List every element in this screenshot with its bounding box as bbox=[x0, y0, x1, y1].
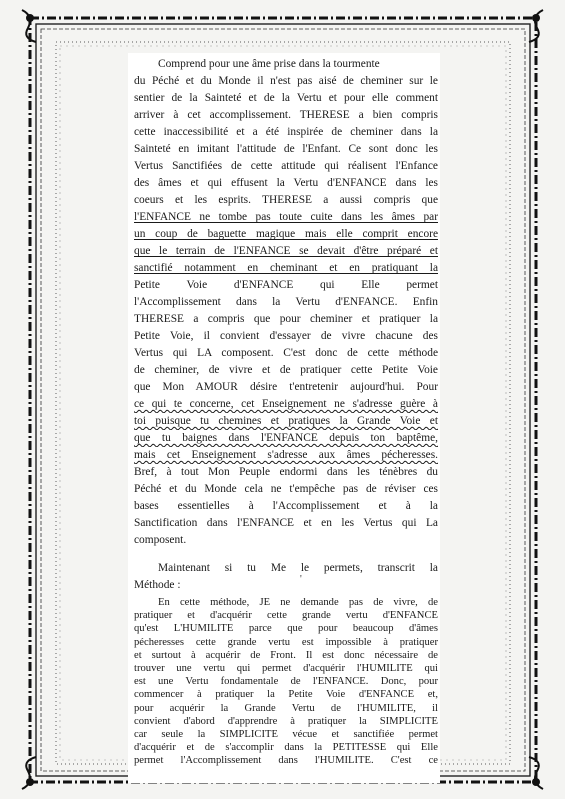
text-line: pour acquérir la Grande Vertu de l'HUMILITE, il bbox=[134, 702, 438, 714]
text-line: pécheresses cette grande vertu est impossible à pratiquer bbox=[134, 636, 438, 648]
text-line: permet l'Accomplissement dans l'HUMILITE. C'est ce bbox=[134, 755, 438, 767]
text-line: Maintenant si tu Me le permets, transcrit la bbox=[158, 562, 438, 574]
text-line: Méthode : bbox=[134, 579, 181, 591]
text-line: d'acquérir et de s'accomplir dans la PETITESSE qui Elle bbox=[134, 742, 438, 754]
text-line: Petite Voie d'ENFANCE qui Elle permet bbox=[134, 279, 438, 291]
text-line: En cette méthode, JE ne demande pas de vivre, de bbox=[158, 597, 438, 608]
underlined-text-line: que le terrain de l'ENFANCE se devait d'être préparé et bbox=[134, 245, 438, 257]
text-line: Vertus qui LA composent. C'est donc de cette méthode bbox=[134, 347, 438, 359]
text-line: Bref, à tout Mon Peuple endormi dans les ténèbres du bbox=[134, 466, 438, 478]
text-line: Péché et du Monde cela ne t'empêche pas de réviser ces bbox=[134, 483, 438, 495]
text-line: coeurs et les esprits. THERESE a aussi compris que bbox=[134, 194, 438, 206]
text-line: que Mon AMOUR désire t'entretenir aujourd'hui. Pour bbox=[134, 381, 438, 393]
text-line: convient d'abord d'apprendre à pratiquer la SIMPLICITE bbox=[134, 715, 438, 727]
text-line: Comprend pour une âme prise dans la tourmente bbox=[158, 58, 380, 70]
underlined-text-line: toi puisque tu chemines et pratiques la Grande Voie et bbox=[134, 415, 438, 427]
text-line: du Péché et du Monde il n'est pas aisé de cheminer sur le bbox=[134, 75, 438, 87]
underlined-text-line: l'ENFANCE ne tombe pas toute cuite dans les âmes par bbox=[134, 211, 438, 223]
text-line: trouver une vertu qui permet d'acquérir l'HUMILITE qui bbox=[134, 663, 438, 674]
underlined-text-line: un coup de baguette magique mais elle comprit encore bbox=[134, 228, 438, 240]
pen-mark: ' bbox=[300, 574, 302, 585]
text-line: sentier de la Sainteté et de la Vertu et pour elle comment bbox=[134, 92, 438, 104]
text-line: l'Accomplissement dans la Vertu d'ENFANCE. Enfin bbox=[134, 296, 438, 308]
text-line: pratiquer et d'acquérir cette grande vertu d'ENFANCE bbox=[134, 610, 438, 622]
text-line: Petite Voie, il convient d'essayer de vivre chacune des bbox=[134, 330, 438, 342]
text-line: THERESE a compris que pour cheminer et pratiquer la bbox=[134, 313, 438, 325]
text-line: Sanctification dans l'ENFANCE et en les Vertus qui La bbox=[134, 517, 438, 529]
text-line: qu'est L'HUMILITE parce que pour beaucoup d'âmes bbox=[134, 623, 438, 635]
underlined-text-line: ce qui te concerne, cet Enseignement ne s'adresse guère à bbox=[134, 398, 438, 410]
text-line: bases essentielles à l'Accomplissement et à la bbox=[134, 500, 438, 512]
text-line: Vertus Sanctifiées de cette attitude qui réalisent l'Enfance bbox=[134, 160, 438, 172]
text-line: cette inaccessibilité et a été inspirée de cheminer dans la bbox=[134, 126, 438, 138]
text-line: arriver à cet accomplissement. THERESE a bien compris bbox=[134, 109, 438, 121]
text-line: composent. bbox=[134, 534, 187, 546]
text-line: commencer à pratiquer la Petite Voie d'ENFANCE et, bbox=[134, 689, 438, 701]
text-line: car seule la SIMPLICITE vécue et sanctifiée permet bbox=[134, 729, 438, 740]
text-line: de cheminer, de vivre et de pratiquer cette Petite Voie bbox=[134, 364, 438, 376]
text-line: des âmes et qui effusent la Vertu d'ENFANCE dans les bbox=[134, 177, 438, 189]
text-line: Sainteté en imitant l'attitude de l'Enfant. Ce sont donc les bbox=[134, 143, 438, 155]
text-line: est une Vertu fondamentale de l'ENFANCE. Donc, pour bbox=[134, 676, 438, 688]
underlined-text-line: sanctifié notamment en cheminant et en pratiquant la bbox=[134, 262, 438, 274]
underlined-text-line: mais cet Enseignement s'adresse aux âmes pécheresses. bbox=[134, 449, 438, 461]
text-line: et surtout à acquérir de Front. Il est donc nécessaire de bbox=[134, 649, 438, 661]
underlined-text-line: que tu baignes dans l'ENFANCE depuis ton baptême, bbox=[134, 432, 438, 444]
